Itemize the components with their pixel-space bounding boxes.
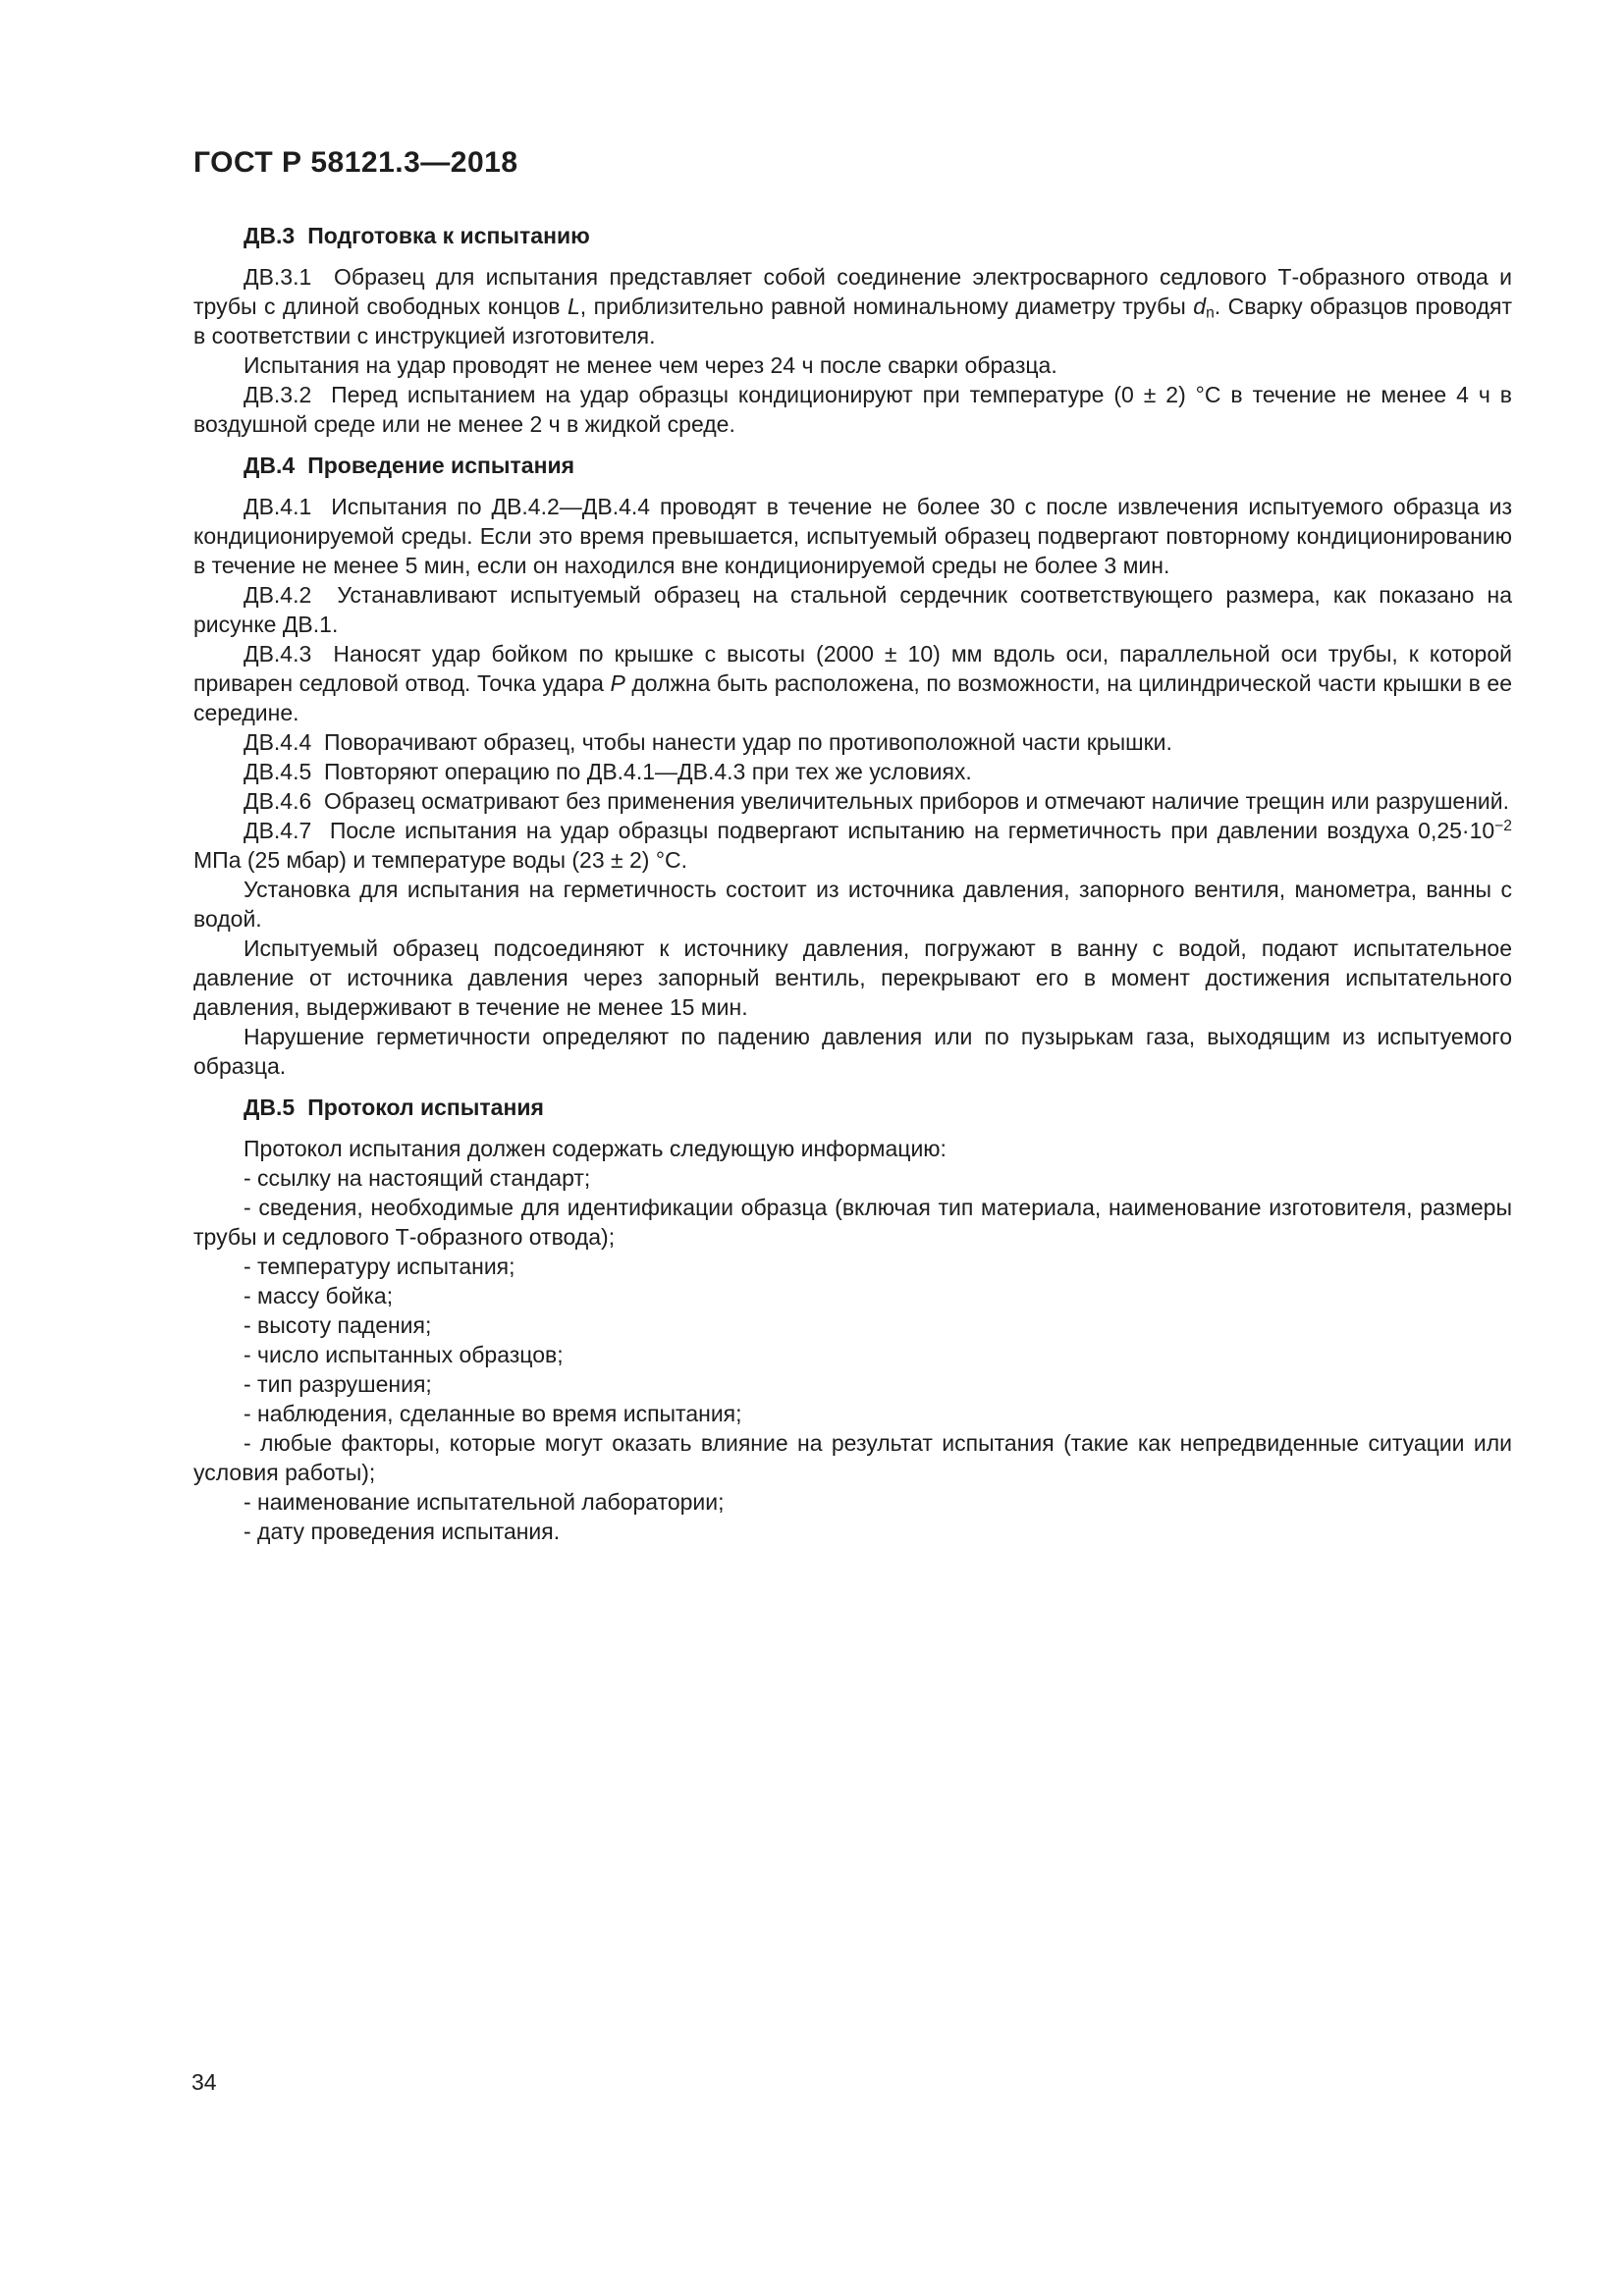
section-number: ДВ.3 bbox=[244, 223, 296, 248]
text-run: - температуру испытания; bbox=[244, 1254, 515, 1279]
text-run: Нарушение герметичности определяют по падению давления или по пузырькам газа, выходящим из испытуемого образца. bbox=[193, 1024, 1512, 1079]
section-title: Проведение испытания bbox=[307, 453, 575, 478]
paragraph bbox=[193, 1022, 1512, 1081]
paragraph bbox=[193, 262, 1512, 350]
italic-symbol: Р bbox=[610, 670, 625, 696]
section-title: Подготовка к испытанию bbox=[307, 223, 590, 248]
section-heading bbox=[193, 451, 1512, 480]
text-run: ДВ.4.3 Наносят удар бойком по крышке с высоты (2000 ± 10) мм вдоль оси, параллельной оси трубы, к которой приварен седловой отвод. Точка удара bbox=[193, 641, 1512, 696]
superscript-text: −2 bbox=[1494, 817, 1512, 834]
paragraph bbox=[193, 1252, 1512, 1281]
text-run: ДВ.4.6 Образец осматривают без применения увеличительных приборов и отмечают наличие трещин или разрушений. bbox=[244, 788, 1509, 814]
paragraph bbox=[193, 934, 1512, 1022]
section-heading bbox=[193, 1093, 1512, 1122]
italic-symbol: d bbox=[1193, 294, 1207, 319]
paragraph bbox=[193, 1399, 1512, 1428]
page-number: 34 bbox=[191, 2069, 217, 2095]
section-number: ДВ.4 bbox=[244, 453, 296, 478]
text-run: ДВ.4.4 Поворачивают образец, чтобы нанести удар по противоположной части крышки. bbox=[244, 729, 1172, 755]
italic-symbol: L bbox=[567, 294, 580, 319]
text-run: - высоту падения; bbox=[244, 1312, 432, 1338]
sections bbox=[193, 209, 1512, 1546]
text-run: - дату проведения испытания. bbox=[244, 1519, 561, 1544]
text-run: - тип разрушения; bbox=[244, 1371, 432, 1397]
paragraph bbox=[193, 1369, 1512, 1399]
paragraph bbox=[193, 757, 1512, 786]
document-code-header: ГОСТ Р 58121.3—2018 bbox=[193, 146, 518, 179]
text-run: Испытания на удар проводят не менее чем через 24 ч после сварки образца. bbox=[244, 352, 1057, 378]
paragraph bbox=[193, 1310, 1512, 1340]
text-run: - массу бойка; bbox=[244, 1283, 394, 1308]
section-number: ДВ.5 bbox=[244, 1095, 296, 1120]
text-run: - число испытанных образцов; bbox=[244, 1342, 564, 1367]
paragraph bbox=[193, 816, 1512, 875]
paragraph bbox=[193, 492, 1512, 580]
text-run: . Сварку образцов проводят в соответствии с инструкцией изготовителя. bbox=[193, 294, 1512, 348]
text-run: Испытуемый образец подсоединяют к источнику давления, погружают в ванну с водой, подают испытательное давление от источника давления через запорный вентиль, перекрывают его в момент достижения испытательного давления, выдерживают в течение не менее 15 мин. bbox=[193, 935, 1512, 1020]
text-run: ДВ.4.7 После испытания на удар образцы подвергают испытанию на герметичность при давлении воздуха 0,25·10 bbox=[244, 818, 1495, 843]
paragraph bbox=[193, 1281, 1512, 1310]
text-run: - сведения, необходимые для идентификации образца (включая тип материала, наименование изготовителя, размеры трубы и седлового Т-образного отвода); bbox=[193, 1195, 1512, 1250]
paragraph bbox=[193, 350, 1512, 380]
paragraph bbox=[193, 727, 1512, 757]
paragraph bbox=[193, 1517, 1512, 1546]
text-run: должна быть расположена, по возможности, на цилиндрической части крышки в ее середине. bbox=[193, 670, 1512, 725]
text-run: - ссылку на настоящий стандарт; bbox=[244, 1165, 591, 1191]
paragraph bbox=[193, 1340, 1512, 1369]
text-run: Установка для испытания на герметичность состоит из источника давления, запорного вентиля, манометра, ванны с водой. bbox=[193, 877, 1512, 932]
paragraph bbox=[193, 1193, 1512, 1252]
subscript-text: n bbox=[1206, 304, 1215, 322]
text-run: ДВ.4.5 Повторяют операцию по ДВ.4.1—ДВ.4.3 при тех же условиях. bbox=[244, 759, 972, 784]
paragraph bbox=[193, 1428, 1512, 1487]
text-run: ДВ.3.2 Перед испытанием на удар образцы кондиционируют при температуре (0 ± 2) °С в течение не менее 4 ч в воздушной среде или не менее 2 ч в жидкой среде. bbox=[193, 382, 1512, 437]
paragraph bbox=[193, 875, 1512, 934]
paragraph bbox=[193, 639, 1512, 727]
text-run: МПа (25 мбар) и температуре воды (23 ± 2) °С. bbox=[193, 847, 688, 873]
section-title: Протокол испытания bbox=[307, 1095, 544, 1120]
text-run: - наблюдения, сделанные во время испытания; bbox=[244, 1401, 742, 1426]
paragraph bbox=[193, 1134, 1512, 1163]
text-run: - наименование испытательной лаборатории; bbox=[244, 1489, 725, 1515]
text-run: ДВ.4.2 Устанавливают испытуемый образец на стальной сердечник соответствующего размера, как показано на рисунке ДВ.1. bbox=[193, 582, 1512, 637]
text-run: Протокол испытания должен содержать следующую информацию: bbox=[244, 1136, 947, 1161]
paragraph bbox=[193, 1163, 1512, 1193]
text-run: , приблизительно равной номинальному диаметру трубы bbox=[579, 294, 1194, 319]
paragraph bbox=[193, 380, 1512, 439]
paragraph bbox=[193, 580, 1512, 639]
text-run: - любые факторы, которые могут оказать влияние на результат испытания (такие как непредвиденные ситуации или условия работы); bbox=[193, 1430, 1512, 1485]
paragraph bbox=[193, 786, 1512, 816]
section-heading bbox=[193, 221, 1512, 250]
paragraph bbox=[193, 1487, 1512, 1517]
text-run: ДВ.4.1 Испытания по ДВ.4.2—ДВ.4.4 проводят в течение не более 30 с после извлечения испытуемого образца из кондиционируемой среды. Если это время превышается, испытуемый образец подвергают повторному кондиционированию в течение не менее 5 мин, если он находился вне кондиционируемой среды не более 3 мин. bbox=[193, 494, 1512, 578]
text-run: ДВ.3.1 Образец для испытания представляет собой соединение электросварного седлового Т-образного отвода и трубы с длиной свободных концов bbox=[193, 264, 1512, 319]
